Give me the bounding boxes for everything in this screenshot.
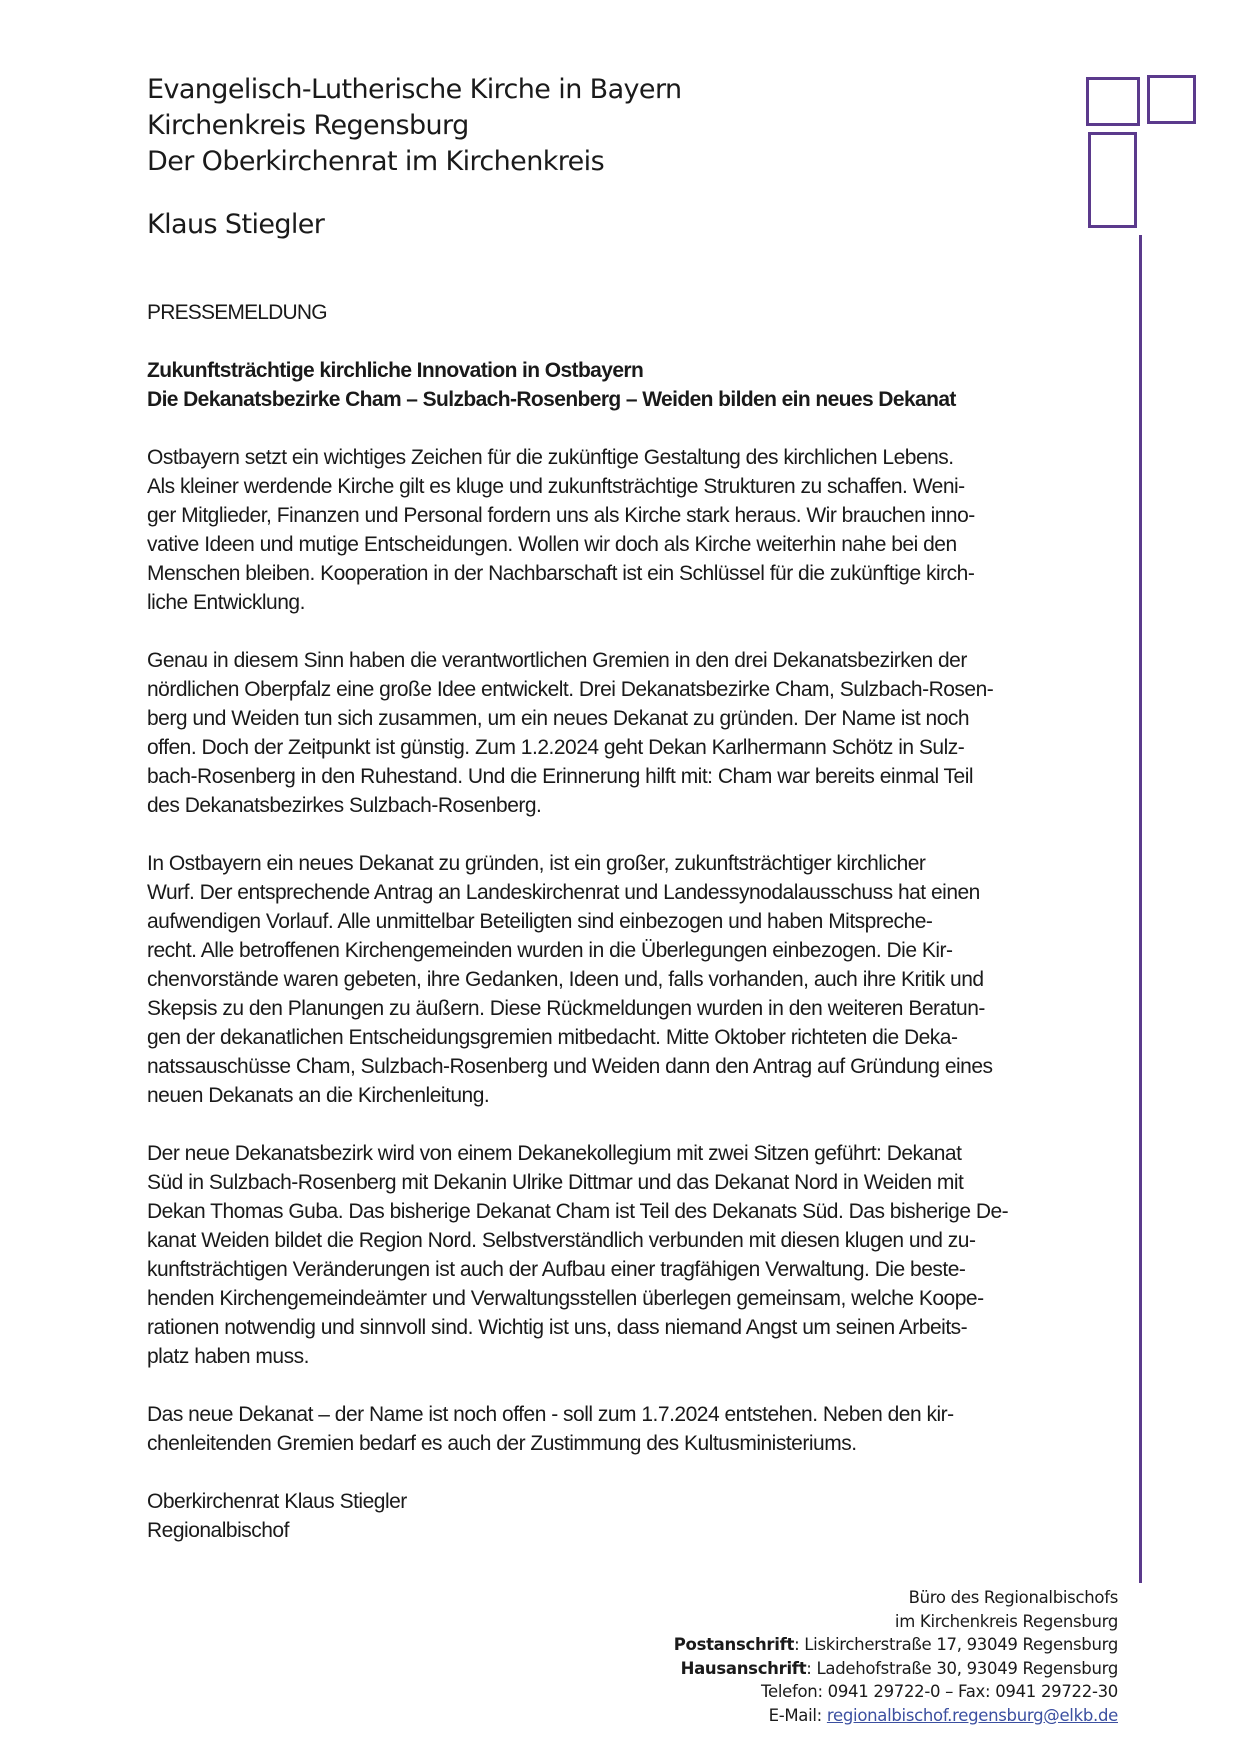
signature-name: Oberkirchenrat Klaus Stiegler: [147, 1490, 407, 1513]
text-line: neuen Dekanats an die Kirchenleitung.: [147, 1084, 490, 1107]
text-line: Das neue Dekanat – der Name ist noch offen - soll zum 1.7.2024 entstehen. Neben den kir-: [147, 1403, 954, 1426]
text-line: vative Ideen und mutige Entscheidungen. Wollen wir doch als Kirche weiterhin nahe bei den: [147, 533, 957, 556]
text-line: Wurf. Der entsprechende Antrag an Landeskirchenrat und Landessynodalausschuss hat einen: [147, 881, 980, 904]
author-name: Klaus Stiegler: [147, 209, 325, 240]
headline-title: Zukunftsträchtige kirchliche Innovation in Ostbayern: [147, 359, 644, 382]
paragraph: [147, 1139, 1097, 1371]
text-line: Süd in Sulzbach-Rosenberg mit Dekanin Ulrike Dittmar und das Dekanat Nord in Weiden mit: [147, 1171, 964, 1194]
paragraph: [147, 646, 1097, 820]
margin-rule: [1139, 235, 1142, 1583]
text-line: rationen notwendig und sinnvoll sind. Wichtig ist uns, dass niemand Angst um seinen Arbeits-: [147, 1316, 968, 1339]
logo-square-top-left: [1086, 77, 1140, 126]
house-address-label: Hausanschrift: [680, 1658, 807, 1678]
text-line: bach-Rosenberg in den Ruhestand. Und die Erinnerung hilft mit: Cham war bereits einmal Teil: [147, 765, 974, 788]
office-line-1: Büro des Regionalbischofs: [908, 1588, 1118, 1607]
postal-address-value: : Liskircherstraße 17, 93049 Regensburg: [794, 1635, 1118, 1654]
text-line: Skepsis zu den Planungen zu äußern. Diese Rückmeldungen wurden in den weiteren Beratun-: [147, 997, 985, 1020]
signature-block: [147, 1487, 1097, 1545]
house-address-value: : Ladehofstraße 30, 93049 Regensburg: [806, 1658, 1118, 1678]
logo-rectangle-tall: [1088, 132, 1137, 228]
letterhead-line-district: Kirchenkreis Regensburg: [147, 110, 469, 141]
paragraph: [147, 443, 1097, 617]
paragraph: [147, 849, 1097, 1110]
postal-address-label: Postanschrift: [673, 1635, 795, 1654]
letterhead-line-office: Der Oberkirchenrat im Kirchenkreis: [147, 146, 605, 177]
text-line: platz haben muss.: [147, 1345, 309, 1368]
text-line: recht. Alle betroffenen Kirchengemeinden wurden in die Überlegungen einbezogen. Die Kir-: [147, 939, 953, 962]
house-address: [674, 1657, 1118, 1681]
phone-fax: Telefon: 0941 29722-0 – Fax: 0941 29722-30: [761, 1682, 1118, 1701]
document-kicker: PRESSEMELDUNG: [147, 301, 327, 324]
text-line: aufwendigen Vorlauf. Alle unmittelbar Beteiligten sind einbezogen und haben Mitspreche-: [147, 910, 933, 933]
logo-square-top-right: [1147, 75, 1196, 124]
text-line: Als kleiner werdende Kirche gilt es kluge und zukunftsträchtige Strukturen zu schaffen. Weni-: [147, 475, 965, 498]
letterhead: [147, 72, 681, 180]
text-line: Dekan Thomas Guba. Das bisherige Dekanat Cham ist Teil des Dekanats Süd. Das bisherige De-: [147, 1200, 1009, 1223]
text-line: In Ostbayern ein neues Dekanat zu gründen, ist ein großer, zukunftsträchtiger kirchlicher: [147, 852, 926, 875]
office-line-2: im Kirchenkreis Regensburg: [894, 1611, 1118, 1631]
email-label: E-Mail:: [768, 1705, 827, 1725]
headline: [147, 356, 1097, 414]
paragraph: [147, 1400, 1097, 1458]
text-line: ger Mitglieder, Finanzen und Personal fordern uns als Kirche stark heraus. Wir brauchen inno-: [147, 504, 975, 527]
text-line: natssauschüsse Cham, Sulzbach-Rosenberg und Weiden dann den Antrag auf Gründung eines: [147, 1055, 993, 1078]
text-line: henden Kirchengemeindeämter und Verwaltungsstellen überlegen gemeinsam, welche Koope-: [147, 1287, 984, 1310]
postal-address: [674, 1633, 1118, 1657]
text-line: berg und Weiden tun sich zusammen, um ein neues Dekanat zu gründen. Der Name ist noch: [147, 707, 970, 730]
text-line: Menschen bleiben. Kooperation in der Nachbarschaft ist ein Schlüssel für die zukünftige kirch-: [147, 562, 975, 585]
signature-title: Regionalbischof: [147, 1519, 289, 1542]
text-line: Ostbayern setzt ein wichtiges Zeichen für die zukünftige Gestaltung des kirchlichen Lebens.: [147, 446, 954, 469]
contact-footer: [674, 1586, 1118, 1727]
text-line: chenvorstände waren gebeten, ihre Gedanken, Ideen und, falls vorhanden, auch ihre Kritik und: [147, 968, 984, 991]
text-line: gen der dekanatlichen Entscheidungsgremien mitbedacht. Mitte Oktober richteten die Deka-: [147, 1026, 958, 1049]
text-line: offen. Doch der Zeitpunkt ist günstig. Zum 1.2.2024 geht Dekan Karlhermann Schötz in Sulz-: [147, 736, 965, 759]
letterhead-line-church: Evangelisch-Lutherische Kirche in Bayern: [147, 74, 682, 105]
text-line: kanat Weiden bildet die Region Nord. Selbstverständlich verbunden mit diesen klugen und zu-: [147, 1229, 976, 1252]
text-line: des Dekanatsbezirkes Sulzbach-Rosenberg.: [147, 794, 542, 817]
email-link[interactable]: regionalbischof.regensburg@elkb.de: [826, 1705, 1118, 1725]
email-line: [674, 1704, 1118, 1728]
text-line: chenleitenden Gremien bedarf es auch der Zustimmung des Kultusministeriums.: [147, 1432, 857, 1455]
text-line: liche Entwicklung.: [147, 591, 305, 614]
headline-subtitle: Die Dekanatsbezirke Cham – Sulzbach-Rosenberg – Weiden bilden ein neues Dekanat: [147, 388, 956, 411]
text-line: Der neue Dekanatsbezirk wird von einem Dekanekollegium mit zwei Sitzen geführt: Dekanat: [147, 1142, 962, 1165]
press-release-body: [147, 298, 1097, 1545]
text-line: kunftsträchtigen Veränderungen ist auch der Aufbau einer tragfähigen Verwaltung. Die beste-: [147, 1258, 966, 1281]
text-line: nördlichen Oberpfalz eine große Idee entwickelt. Drei Dekanatsbezirke Cham, Sulzbach-Rosen-: [147, 678, 994, 701]
text-line: Genau in diesem Sinn haben die verantwortlichen Gremien in den drei Dekanatsbezirken der: [147, 649, 967, 672]
